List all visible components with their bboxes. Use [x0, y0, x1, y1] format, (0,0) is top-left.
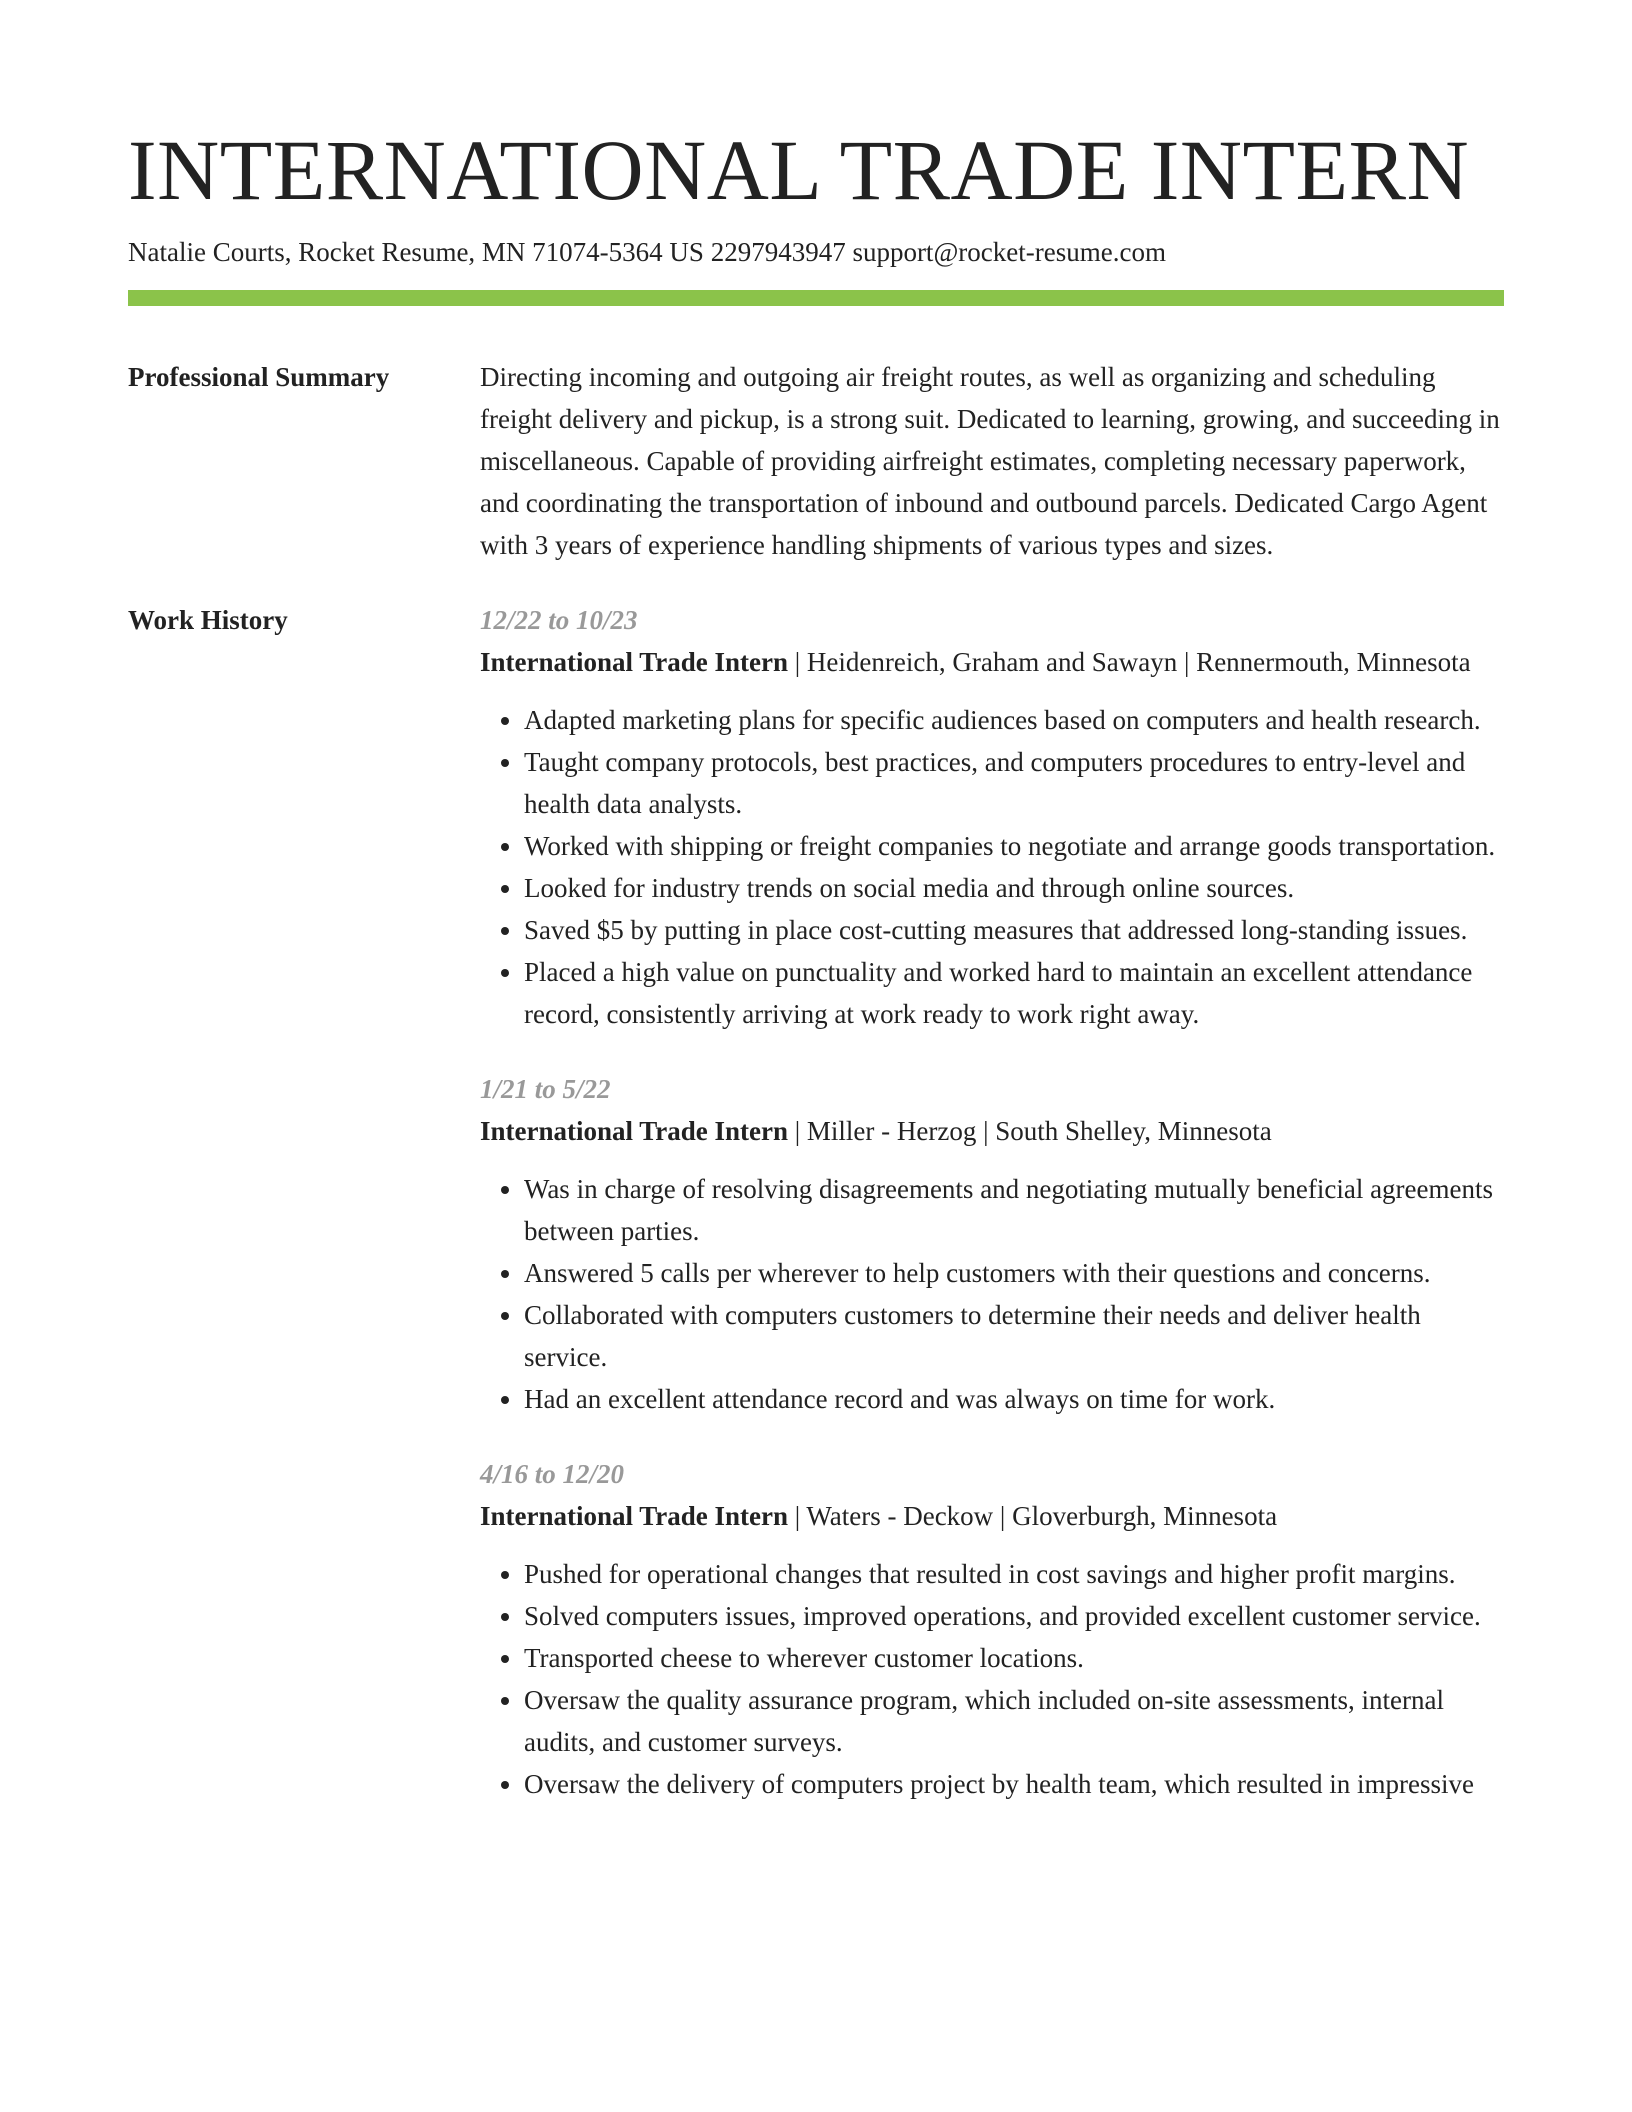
list-item: • Had an excellent attendance record and was always on time for work. — [524, 1378, 1504, 1420]
job-entry — [480, 599, 1504, 1035]
job-title: International Trade Intern — [480, 1116, 789, 1146]
work-history-body — [480, 599, 1504, 1838]
summary-body — [480, 356, 1504, 566]
work-history-section — [128, 599, 1504, 1838]
job-bullets — [480, 1168, 1504, 1420]
list-item: • Adapted marketing plans for specific audiences based on computers and health research. — [524, 699, 1504, 741]
list-item: • Transported cheese to wherever customer locations. — [524, 1637, 1504, 1679]
list-item: • Pushed for operational changes that resulted in cost savings and higher profit margins. — [524, 1553, 1504, 1595]
list-item: • Worked with shipping or freight companies to negotiate and arrange goods transportation. — [524, 825, 1504, 867]
list-item: • Placed a high value on punctuality and worked hard to maintain an excellent attendance record, consistently arriving at work ready to work right away. — [524, 951, 1504, 1035]
professional-summary-section — [128, 356, 1504, 566]
contact-line: Natalie Courts, Rocket Resume, MN 71074-5364 US 2297943947 support@rocket-resume.com — [128, 237, 1166, 267]
list-item: • Solved computers issues, improved operations, and provided excellent customer service. — [524, 1595, 1504, 1637]
job-bullets — [480, 699, 1504, 1035]
job-heading — [480, 1495, 1504, 1537]
list-item: • Was in charge of resolving disagreements and negotiating mutually beneficial agreements between parties. — [524, 1168, 1504, 1252]
section-label-summary: Professional Summary — [128, 362, 390, 392]
job-heading — [480, 641, 1504, 683]
job-details: | Waters - Deckow | Gloverburgh, Minnesota — [788, 1501, 1278, 1531]
job-heading — [480, 1110, 1504, 1152]
job-bullets — [480, 1553, 1504, 1805]
list-item: • Oversaw the quality assurance program, which included on-site assessments, internal audits, and customer surveys. — [524, 1679, 1504, 1763]
job-title: International Trade Intern — [480, 647, 789, 677]
job-entry — [480, 1453, 1504, 1805]
list-item: • Answered 5 calls per wherever to help customers with their questions and concerns. — [524, 1252, 1504, 1294]
list-item: • Collaborated with computers customers to determine their needs and deliver health service. — [524, 1294, 1504, 1378]
job-details: | Heidenreich, Graham and Sawayn | Rennermouth, Minnesota — [788, 647, 1471, 677]
job-dates: 12/22 to 10/23 — [480, 605, 638, 635]
job-entry — [480, 1068, 1504, 1420]
job-details: | Miller - Herzog | South Shelley, Minnesota — [788, 1116, 1272, 1146]
summary-text: Directing incoming and outgoing air freight routes, as well as organizing and scheduling freight delivery and pickup, is a strong suit. Dedicated to learning, growing, and succeeding in miscellaneous. Capable of providing airfreight estimates, completing necessary paperwork, and coordinating the transportation of inbound and outbound parcels. Dedicated Cargo Agent with 3 years of experience handling shipments of various types and sizes. — [480, 362, 1500, 560]
list-item: • Looked for industry trends on social media and through online sources. — [524, 867, 1504, 909]
resume-title: INTERNATIONAL TRADE INTERN — [128, 122, 1470, 218]
list-item: • Saved $5 by putting in place cost-cutting measures that addressed long-standing issues. — [524, 909, 1504, 951]
list-item: • Oversaw the delivery of computers project by health team, which resulted in impressive — [524, 1763, 1504, 1805]
list-item: • Taught company protocols, best practices, and computers procedures to entry-level and health data analysts. — [524, 741, 1504, 825]
job-title: International Trade Intern — [480, 1501, 789, 1531]
accent-divider — [128, 290, 1504, 306]
job-dates: 4/16 to 12/20 — [480, 1459, 625, 1489]
job-dates: 1/21 to 5/22 — [480, 1074, 611, 1104]
section-label-work-history: Work History — [128, 605, 288, 635]
resume-page — [128, 118, 1504, 1838]
